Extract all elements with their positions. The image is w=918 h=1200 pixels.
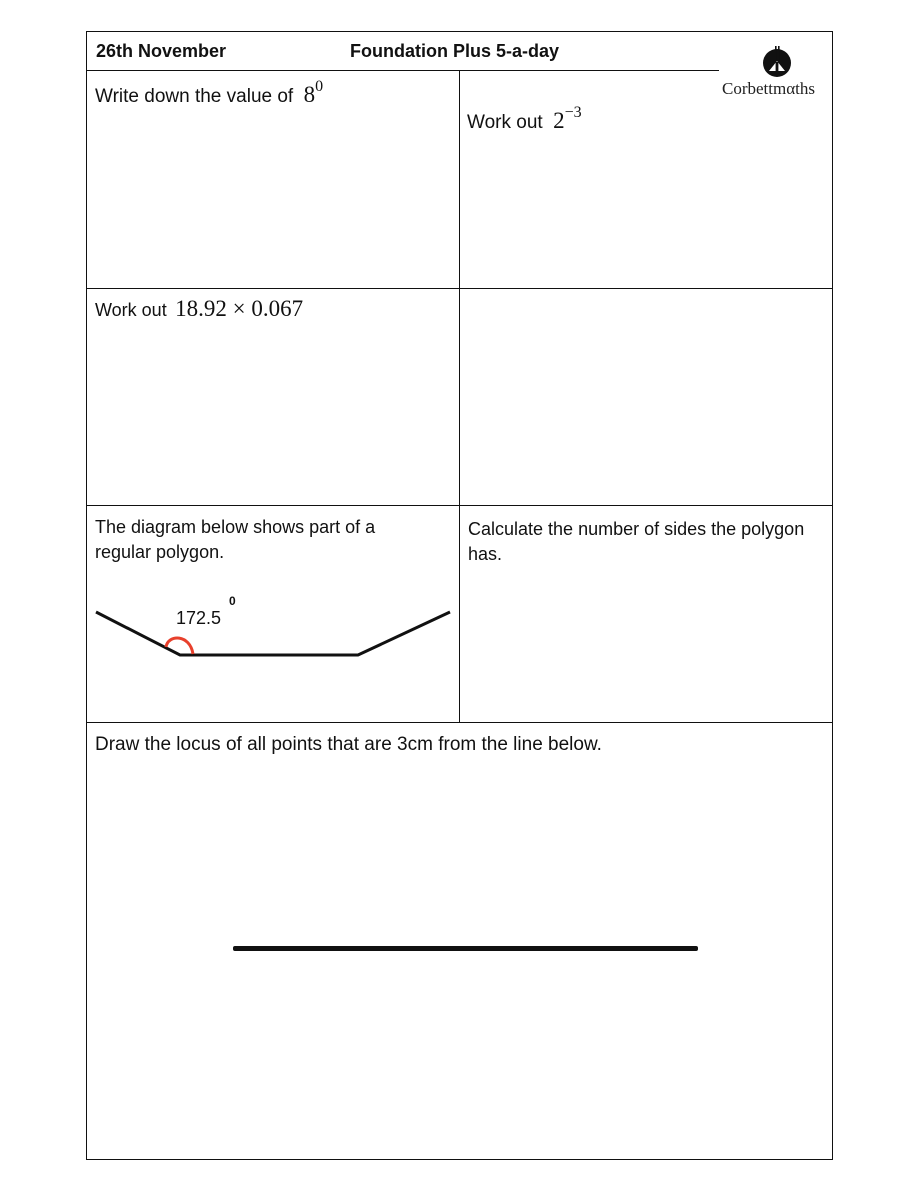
question-6-text: Draw the locus of all points that are 3cm from the line below. [95, 734, 602, 755]
column-divider [459, 70, 460, 723]
question-1 [95, 78, 324, 108]
question-3-expression: 18.92 × 0.067 [175, 296, 304, 321]
question-3-text: Work out [95, 300, 167, 320]
header-title: Foundation Plus 5-a-day [350, 41, 560, 61]
question-2-text: Work out [467, 112, 543, 133]
polygon-diagram [86, 590, 458, 670]
angle-arc [166, 638, 193, 654]
question-1-exponent: 0 [315, 78, 324, 95]
row-divider-3 [86, 722, 833, 723]
header-date: 26th November [96, 41, 227, 61]
polygon-edges [96, 612, 450, 655]
question-4-text: The diagram below shows part of a regular polygon. [95, 517, 376, 562]
corbettmaths-logo-icon [757, 44, 797, 80]
question-2-base: 2 [553, 108, 565, 133]
question-2 [467, 104, 582, 134]
row-divider-1 [86, 288, 833, 289]
question-5-text: Calculate the number of sides the polygon has. [468, 519, 805, 564]
question-1-text: Write down the value of [95, 86, 294, 107]
angle-value: 172.5 [176, 608, 222, 628]
question-2-exponent: −3 [564, 104, 582, 121]
header-divider [86, 70, 719, 71]
question-1-base: 8 [303, 82, 316, 107]
question-3 [95, 296, 303, 322]
brand-name: Corbettmαths [722, 79, 815, 98]
locus-line [233, 946, 698, 951]
angle-unit: 0 [229, 594, 236, 608]
row-divider-2 [86, 505, 833, 506]
